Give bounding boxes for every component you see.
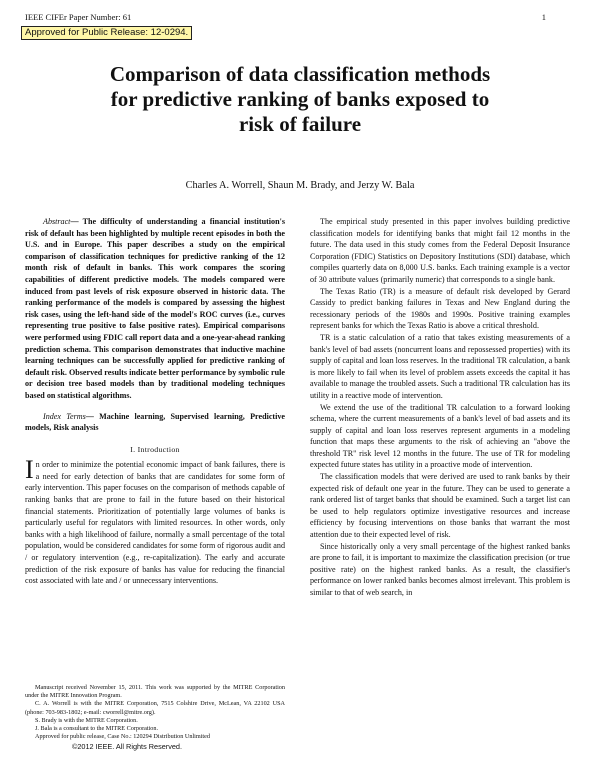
abstract-lead: Abstract <box>43 217 71 226</box>
section-heading-introduction: I. Introduction <box>130 444 180 454</box>
right-column <box>310 216 570 599</box>
release-stamp: Approved for Public Release: 12-0294. <box>21 26 192 40</box>
footnote-bala: J. Bala is a consultant to the MITRE Corporation. <box>35 725 159 733</box>
title-line-1: Comparison of data classification methods <box>109 62 491 86</box>
body-paragraph-3: TR is a static calculation of a ratio that takes existing measurements of a bank's level of bad assets (noncurrent loans and repossessed properties) with its supply of capital and loan loss reserves. In the traditional TR calculation, a bank is more likely to fail when its level of problem assets exceeds the capital it has available to manage the troubled assets. Such a traditional TR calculation has its utility in a reactive mode of intervention. <box>310 332 570 400</box>
title-line-3: risk of failure <box>238 112 362 136</box>
introduction-paragraph: In order to minimize the potential economic impact of bank failures, there is a need for early detection of banks that are candidates for some form of early intervention. This paper focuses on the comparison of methods capable of ranking banks that are prone to fail in the future based on their historical financial statements. Prioritization of potentially large volumes of banks is particularly useful for regulators with limited resources. In other words, only banks with a high likelihood of failure, normally a small percentage of the total population, would be considered candidates for some form of rigorous audit and / or regulatory intervention (e.g., re-capitalization). The early and accurate prediction of the risk exposure of banks has value for reducing the financial cost associated with late and / or unnecessary interventions. <box>25 455 285 586</box>
paper-number: IEEE CIFEr Paper Number: 61 <box>25 12 132 22</box>
body-paragraph-1: The empirical study presented in this paper involves building predictive classification models for identifying banks that might fail 12 months in the future. The data used in this study comes from the Federal Deposit Insurance Corporation (FDIC) Statistics on Depository Institutions (SDI) database, which compiles quarterly data on 8,000 U.S. banks. Each training example is a vector of 30 attribute values (primarily numeric) that corresponds to a single bank. <box>310 217 570 284</box>
authors: Charles A. Worrell, Shaun M. Brady, and Jerzy W. Bala <box>185 180 415 191</box>
footnote-approval: Approved for public release, Case No.: 120294 Distribution Unlimited <box>35 733 210 741</box>
footnotes <box>25 684 285 741</box>
body-paragraph-4: We extend the use of the traditional TR calculation to a forward looking schema, where the current measurements of a bank's level of bad assets and its supply of capital and loan loss reserves represent arguments in a modeling function that maps these arguments to the risk of achieving an "above the threshold TR" risk level 12 months in the future. The use of TR for modeling expected future states has utility in a proactive mode of intervention. <box>310 402 570 470</box>
index-terms-text: — Machine learning, Supervised learning, Predictive models, Risk analysis <box>25 411 285 433</box>
footnote-manuscript: Manuscript received November 15, 2011. This work was supported by the MITRE Corporation under the MITRE Innovation Program. <box>25 684 285 700</box>
abstract <box>25 216 285 402</box>
index-terms <box>25 411 285 434</box>
copyright-notice: ©2012 IEEE. All Rights Reserved. <box>72 742 183 751</box>
body-paragraph-5: The classification models that were derived are used to rank banks by their expected risk of default one year in the future. They can be used to generate a rank ordered list of target banks that should be examined. Such a target list can be used to help regulators optimize investigative resources and increase efficiency by focusing interventions on those banks that warrant the most attention due to their expected level of risk. <box>310 472 570 540</box>
footnote-worrell: C. A. Worrell is with the MITRE Corporation, 7515 Colshire Drive, McLean, VA 22102 USA (phone: 703-983-1802; e-mail: cworrell@mitre.org). <box>25 700 285 716</box>
abstract-text: — The difficulty of understanding a financial institution's risk of default has been highlighted by multiple recent episodes in both the U.S. and in Europe. This paper describes a study on the empirical comparison of classification techniques for predictive ranking of the 12 month risk of default in banks. This work compares the scoring capabilities of different predictive models. The models compared were induced from past levels of risk exposure observed in historic data. The ranking performance of the models is compared by assessing the highest risk cases, using the left-hand side of the model's ROC curves (i.e., curves representing true positive to false positive rates). Empirical comparisons were performed using FDIC call report data and a one-year-ahead ranking prediction schema. This comparison demonstrates that inductive machine learning techniques can be successfully applied for predictive ranking of default risk. Observed results indicate better performance by symbolic rule or decision tree based models than by traditional modeling techniques based on statistical algorithms. <box>25 217 285 400</box>
title-line-2: for predictive ranking of banks exposed to <box>110 87 490 111</box>
index-terms-lead: Index Terms <box>43 411 86 421</box>
body-paragraph-2: The Texas Ratio (TR) is a measure of default risk developed by Gerard Cassidy to predict banking failures in Texas and New England during the recessionary periods of the 1980s and 1990s. Positive training examples represent banks for which the Texas Ratio is above a critical threshold. <box>310 286 570 331</box>
paper-title <box>40 62 560 137</box>
page-number: 1 <box>541 12 546 22</box>
footnote-brady: S. Brady is with the MITRE Corporation. <box>35 716 138 724</box>
body-paragraph-6: Since historically only a very small percentage of the highest ranked banks are prone to fail, it is important to maximize the classification precision (or true positive rate) on the highest ranked banks. As a result, the classifier's performance on lower ranked banks becomes almost irrelevant. This problem is similar to that of web search, in <box>310 541 570 597</box>
left-column <box>25 216 285 587</box>
